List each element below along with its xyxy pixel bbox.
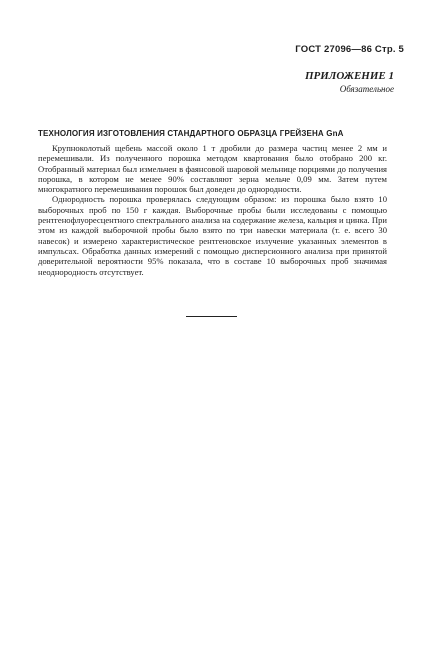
appendix-title: ПРИЛОЖЕНИЕ 1: [304, 70, 394, 82]
paragraph: Крупноколотый щебень массой около 1 т дробили до размера частиц менее 2 мм и перемешивали. Из полученного порошка методом квартования было отобрано 200 кг. Отобранный материал был измельчен в фаянсовой шаровой мельнице порциями до получения порошка, в котором не менее 90% составляют зерна мельче 0,09 мм. Затем путем многократного перемешивания порошок был доведен до однородности.: [38, 143, 387, 195]
section-title: ТЕХНОЛОГИЯ ИЗГОТОВЛЕНИЯ СТАНДАРТНОГО ОБРАЗЦА ГРЕЙЗЕНА GnA: [38, 129, 344, 138]
appendix-heading: [305, 70, 394, 96]
body-text: [38, 143, 387, 277]
appendix-subtitle: Обязательное: [339, 84, 394, 94]
end-rule: [186, 316, 237, 317]
page-header: ГОСТ 27096—86 Стр. 5: [295, 44, 404, 55]
paragraph: Однородность порошка проверялась следующим образом: из порошка было взято 10 выборочных проб по 150 г каждая. Выборочные пробы были исследованы с помощью рентгенофлуоресцентного спектрального анализа на содержание железа, кальция и цинка. При этом из каждой выборочной пробы было взято по три навески материала (т. е. всего 30 навесок) и измерено характеристическое рентгеновское излучение указанных элементов в импульсах. Обработка данных измерений с помощью дисперсионного анализа при принятой доверительной вероятности 95% показала, что в составе 10 выборочных проб значимая неоднородность отсутствует.: [38, 194, 387, 277]
